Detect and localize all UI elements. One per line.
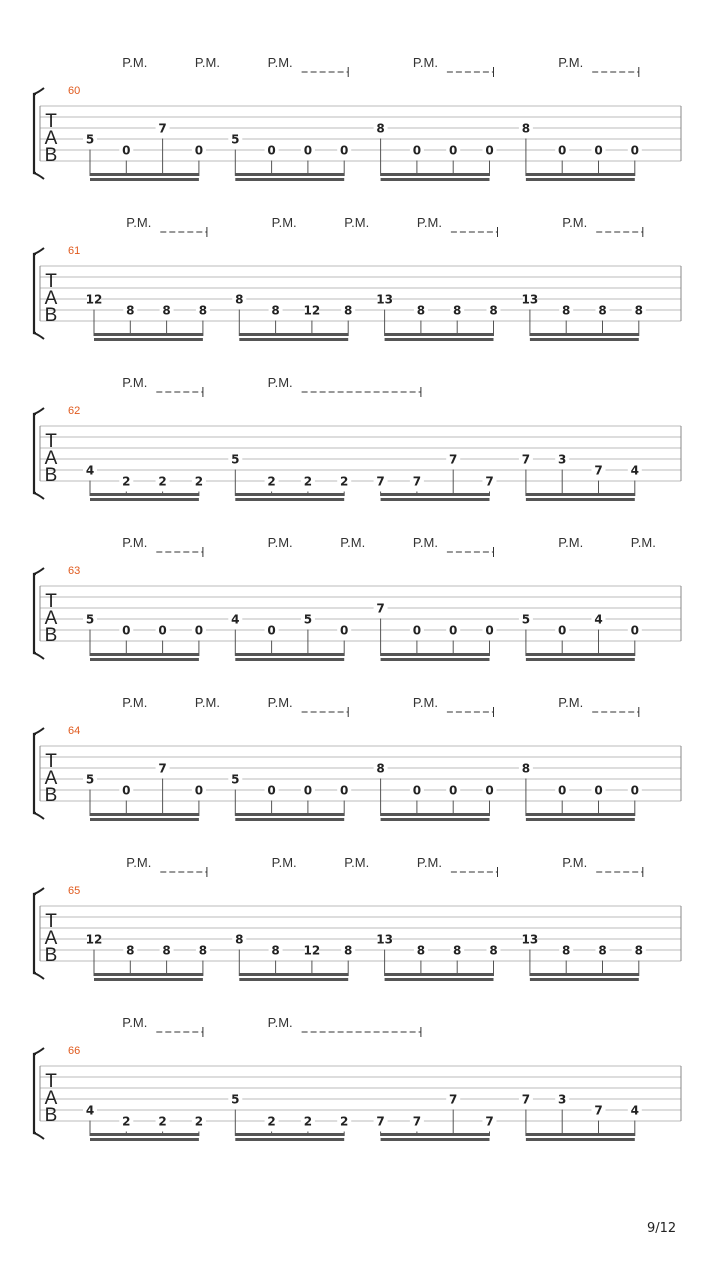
system-bracket (34, 254, 36, 333)
fret-number: 8 (344, 303, 353, 318)
beam-secondary (385, 338, 494, 341)
tab-letter-a: A (44, 1088, 58, 1109)
tab-letter-t: T (45, 1071, 57, 1092)
fret-number: 8 (198, 943, 208, 958)
palm-mute-label: P.M. (267, 375, 293, 390)
palm-mute-label: P.M. (412, 55, 438, 70)
tab-system (34, 855, 681, 981)
beam-primary (381, 493, 490, 496)
fret-number: 8 (344, 943, 353, 958)
fret-number: 5 (231, 1092, 240, 1107)
palm-mute-label: P.M. (194, 695, 220, 710)
tab-letter-t: T (45, 431, 57, 452)
palm-mute-label: P.M. (340, 535, 366, 550)
fret-number: 0 (267, 143, 276, 158)
palm-mute-label: P.M. (122, 535, 148, 550)
tab-letter-a: A (44, 128, 58, 149)
bracket-top-hook (34, 248, 44, 254)
tab-letter-a: A (44, 928, 58, 949)
beam-primary (381, 1133, 490, 1136)
beam-secondary (235, 498, 344, 501)
fret-number: 12 (85, 932, 103, 947)
tab-system (34, 535, 681, 661)
beam-primary (90, 813, 199, 816)
fret-number: 4 (85, 1103, 95, 1118)
fret-number: 2 (158, 1114, 167, 1129)
fret-number: 0 (122, 143, 131, 158)
fret-number: 3 (558, 452, 567, 467)
beam-primary (235, 1133, 344, 1136)
fret-number: 8 (126, 943, 135, 958)
bracket-bottom-hook (34, 813, 44, 819)
bracket-bottom-hook (34, 973, 44, 979)
fret-number: 0 (630, 623, 639, 638)
fret-number: 7 (376, 1114, 385, 1129)
beam-primary (239, 333, 348, 336)
fret-number: 2 (303, 1114, 313, 1129)
fret-number: 4 (630, 463, 639, 478)
fret-number: 8 (598, 943, 607, 958)
palm-mute-label: P.M. (562, 855, 588, 870)
tab-letter-a: A (44, 288, 58, 309)
fret-number: 13 (376, 292, 393, 307)
beam-secondary (90, 1138, 199, 1141)
fret-number: 8 (271, 943, 280, 958)
beam-secondary (381, 1138, 490, 1141)
beam-secondary (235, 658, 344, 661)
fret-number: 0 (449, 783, 458, 798)
fret-number: 5 (231, 772, 240, 787)
fret-number: 8 (271, 303, 280, 318)
fret-number: 4 (630, 1103, 639, 1118)
beam-secondary (94, 978, 203, 981)
fret-number: 7 (376, 474, 385, 489)
fret-number: 5 (85, 132, 95, 147)
tab-letter-t: T (45, 911, 57, 932)
palm-mute-label: P.M. (412, 535, 438, 550)
beam-primary (235, 813, 344, 816)
palm-mute-label: P.M. (630, 535, 656, 550)
fret-number: 0 (449, 623, 458, 638)
fret-number: 2 (194, 474, 204, 489)
fret-number: 0 (122, 623, 131, 638)
fret-number: 8 (162, 303, 171, 318)
beam-secondary (526, 818, 635, 821)
beam-secondary (381, 498, 490, 501)
fret-number: 8 (416, 943, 426, 958)
fret-number: 0 (630, 143, 639, 158)
measure-number: 62 (68, 405, 81, 417)
fret-number: 5 (85, 772, 95, 787)
tab-letter-a: A (44, 768, 58, 789)
tab-letter-b: B (44, 945, 58, 966)
fret-number: 7 (485, 474, 494, 489)
palm-mute-label: P.M. (194, 55, 220, 70)
beam-secondary (235, 178, 344, 181)
bracket-bottom-hook (34, 653, 44, 659)
beam-secondary (381, 818, 490, 821)
fret-number: 8 (453, 303, 462, 318)
fret-number: 4 (594, 612, 603, 627)
palm-mute-label: P.M. (558, 695, 584, 710)
beam-secondary (530, 978, 639, 981)
bracket-top-hook (34, 1048, 44, 1054)
fret-number: 5 (85, 612, 95, 627)
fret-number: 0 (303, 783, 313, 798)
palm-mute-label: P.M. (271, 215, 297, 230)
palm-mute-label: P.M. (122, 55, 148, 70)
beam-primary (530, 973, 639, 976)
fret-number: 0 (412, 623, 422, 638)
fret-number: 8 (162, 943, 171, 958)
bracket-top-hook (34, 568, 44, 574)
fret-number: 0 (194, 623, 204, 638)
fret-number: 4 (85, 463, 95, 478)
fret-number: 7 (521, 1092, 531, 1107)
beam-primary (530, 333, 639, 336)
beam-primary (385, 973, 494, 976)
beam-secondary (90, 818, 199, 821)
fret-number: 0 (303, 143, 313, 158)
beam-primary (381, 173, 490, 176)
fret-number: 2 (158, 474, 167, 489)
palm-mute-label: P.M. (267, 55, 293, 70)
fret-number: 2 (340, 474, 349, 489)
palm-mute-label: P.M. (267, 1015, 293, 1030)
bracket-bottom-hook (34, 333, 44, 339)
fret-number: 8 (376, 121, 385, 136)
bracket-top-hook (34, 88, 44, 94)
beam-primary (90, 653, 199, 656)
fret-number: 7 (594, 1103, 603, 1118)
measure-number: 66 (68, 1045, 81, 1057)
fret-number: 8 (562, 303, 571, 318)
fret-number: 0 (158, 623, 167, 638)
fret-number: 5 (231, 452, 240, 467)
palm-mute-label: P.M. (344, 215, 370, 230)
tab-letter-b: B (44, 305, 58, 326)
palm-mute-label: P.M. (558, 535, 584, 550)
beam-primary (385, 333, 494, 336)
tab-system (34, 215, 681, 341)
fret-number: 0 (449, 143, 458, 158)
palm-mute-label: P.M. (344, 855, 370, 870)
beam-secondary (381, 178, 490, 181)
fret-number: 8 (489, 943, 498, 958)
palm-mute-label: P.M. (267, 695, 293, 710)
beam-secondary (526, 178, 635, 181)
palm-mute-label: P.M. (122, 1015, 148, 1030)
fret-number: 8 (634, 943, 643, 958)
tab-letter-b: B (44, 145, 58, 166)
fret-number: 7 (158, 761, 167, 776)
fret-number: 0 (412, 783, 422, 798)
beam-secondary (239, 338, 348, 341)
fret-number: 0 (594, 143, 603, 158)
fret-number: 7 (376, 601, 385, 616)
beam-primary (90, 493, 199, 496)
beam-secondary (526, 1138, 635, 1141)
palm-mute-label: P.M. (271, 855, 297, 870)
fret-number: 8 (416, 303, 426, 318)
palm-mute-label: P.M. (122, 695, 148, 710)
system-bracket (34, 414, 36, 493)
tab-system (34, 1015, 681, 1141)
bracket-top-hook (34, 888, 44, 894)
measure-number: 61 (68, 245, 81, 257)
fret-number: 8 (126, 303, 135, 318)
fret-number: 0 (194, 143, 204, 158)
beam-primary (235, 653, 344, 656)
beam-secondary (90, 498, 199, 501)
tab-letter-b: B (44, 785, 58, 806)
tab-system (34, 375, 681, 501)
fret-number: 0 (267, 783, 276, 798)
system-bracket (34, 574, 36, 653)
fret-number: 0 (558, 143, 567, 158)
beam-primary (526, 493, 635, 496)
fret-number: 8 (521, 761, 531, 776)
fret-number: 2 (194, 1114, 204, 1129)
fret-number: 8 (235, 292, 244, 307)
fret-number: 3 (558, 1092, 567, 1107)
palm-mute-label: P.M. (122, 375, 148, 390)
fret-number: 2 (122, 1114, 131, 1129)
fret-number: 8 (634, 303, 643, 318)
beam-secondary (90, 658, 199, 661)
fret-number: 7 (449, 452, 458, 467)
system-bracket (34, 894, 36, 973)
fret-number: 7 (412, 1114, 422, 1129)
fret-number: 0 (340, 783, 349, 798)
tab-letter-t: T (45, 591, 57, 612)
beam-secondary (385, 978, 494, 981)
fret-number: 2 (122, 474, 131, 489)
system-bracket (34, 734, 36, 813)
beam-primary (235, 173, 344, 176)
fret-number: 13 (521, 292, 539, 307)
beam-primary (381, 813, 490, 816)
fret-number: 12 (303, 303, 321, 318)
fret-number: 7 (521, 452, 531, 467)
fret-number: 0 (485, 623, 494, 638)
fret-number: 7 (158, 121, 167, 136)
palm-mute-label: P.M. (416, 215, 442, 230)
bracket-top-hook (34, 728, 44, 734)
fret-number: 4 (231, 612, 240, 627)
beam-primary (90, 1133, 199, 1136)
bracket-bottom-hook (34, 173, 44, 179)
tab-system (34, 55, 681, 181)
system-bracket (34, 1054, 36, 1133)
beam-primary (526, 653, 635, 656)
fret-number: 2 (303, 474, 313, 489)
fret-number: 0 (340, 143, 349, 158)
fret-number: 0 (594, 783, 603, 798)
fret-number: 5 (521, 612, 531, 627)
fret-number: 7 (412, 474, 422, 489)
fret-number: 8 (235, 932, 244, 947)
beam-primary (90, 173, 199, 176)
fret-number: 7 (449, 1092, 458, 1107)
fret-number: 8 (198, 303, 208, 318)
palm-mute-label: P.M. (416, 855, 442, 870)
fret-number: 7 (485, 1114, 494, 1129)
tab-letter-t: T (45, 111, 57, 132)
fret-number: 8 (598, 303, 607, 318)
tab-letter-a: A (44, 608, 58, 629)
beam-secondary (94, 338, 203, 341)
system-bracket (34, 94, 36, 173)
bracket-bottom-hook (34, 1133, 44, 1139)
fret-number: 0 (340, 623, 349, 638)
beam-secondary (90, 178, 199, 181)
palm-mute-label: P.M. (558, 55, 584, 70)
tab-letter-b: B (44, 625, 58, 646)
palm-mute-label: P.M. (562, 215, 588, 230)
tab-letter-b: B (44, 465, 58, 486)
fret-number: 5 (231, 132, 240, 147)
fret-number: 8 (376, 761, 385, 776)
fret-number: 8 (489, 303, 498, 318)
fret-number: 0 (485, 783, 494, 798)
fret-number: 12 (303, 943, 321, 958)
beam-primary (94, 333, 203, 336)
page-number: 9/12 (647, 1221, 677, 1236)
fret-number: 13 (376, 932, 393, 947)
measure-number: 64 (68, 725, 81, 737)
bracket-top-hook (34, 408, 44, 414)
fret-number: 0 (485, 143, 494, 158)
fret-number: 5 (303, 612, 313, 627)
fret-number: 0 (558, 623, 567, 638)
fret-number: 0 (412, 143, 422, 158)
tab-letter-b: B (44, 1105, 58, 1126)
fret-number: 0 (630, 783, 639, 798)
fret-number: 7 (594, 463, 603, 478)
measure-number: 63 (68, 565, 81, 577)
palm-mute-label: P.M. (126, 855, 152, 870)
beam-primary (526, 813, 635, 816)
beam-primary (94, 973, 203, 976)
fret-number: 8 (453, 943, 462, 958)
beam-primary (235, 493, 344, 496)
tab-letter-t: T (45, 271, 57, 292)
tab-letter-t: T (45, 751, 57, 772)
measure-number: 65 (68, 885, 81, 897)
fret-number: 2 (267, 474, 276, 489)
tab-letter-a: A (44, 448, 58, 469)
fret-number: 0 (558, 783, 567, 798)
fret-number: 2 (340, 1114, 349, 1129)
beam-secondary (239, 978, 348, 981)
beam-primary (239, 973, 348, 976)
beam-secondary (381, 658, 490, 661)
beam-secondary (235, 1138, 344, 1141)
measure-number: 60 (68, 85, 81, 97)
fret-number: 8 (521, 121, 531, 136)
beam-primary (526, 1133, 635, 1136)
beam-primary (381, 653, 490, 656)
beam-secondary (530, 338, 639, 341)
palm-mute-label: P.M. (267, 535, 293, 550)
beam-secondary (235, 818, 344, 821)
beam-secondary (526, 498, 635, 501)
fret-number: 12 (85, 292, 103, 307)
bracket-bottom-hook (34, 493, 44, 499)
beam-secondary (526, 658, 635, 661)
palm-mute-label: P.M. (412, 695, 438, 710)
fret-number: 0 (122, 783, 131, 798)
fret-number: 13 (521, 932, 539, 947)
fret-number: 2 (267, 1114, 276, 1129)
tab-system (34, 695, 681, 821)
fret-number: 0 (267, 623, 276, 638)
beam-primary (526, 173, 635, 176)
palm-mute-label: P.M. (126, 215, 152, 230)
fret-number: 8 (562, 943, 571, 958)
fret-number: 0 (194, 783, 204, 798)
